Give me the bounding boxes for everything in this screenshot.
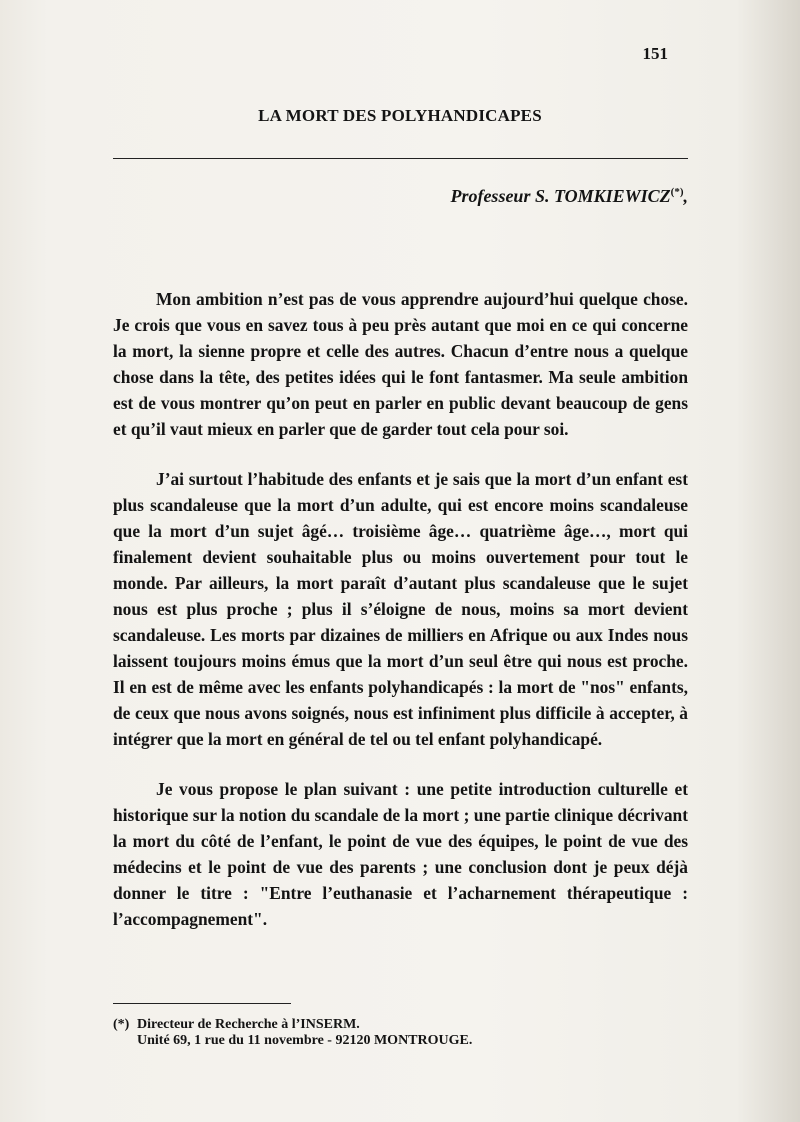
author-byline: [450, 186, 688, 207]
article-title: LA MORT DES POLYHANDICAPES: [258, 106, 542, 125]
author-name: Professeur S. TOMKIEWICZ: [450, 186, 671, 206]
paragraph-children: J’ai surtout l’habitude des enfants et je sais que la mort d’un enfant est plus scandaleuse que la mort d’un adulte, qui est encore moins scandaleuse que la mort d’un sujet âgé… troisième âge… quatrième âge…, mort qui finalement devient souhaitable plus ou moins ouvertement pour tout le monde. Par ailleurs, la mort paraît d’autant plus scandaleuse que le sujet nous est plus proche ; plus il s’éloigne de nous, moins sa mort devient scandaleuse. Les morts par dizaines de milliers en Afrique ou aux Indes nous laissent toujours moins émus que la mort d’un seul être qui nous est proche. Il en est de même avec les enfants polyhandicapés : la mort de "nos" enfants, de ceux que nous avons soignés, nous est infiniment plus difficile à accepter, à intégrer que la mort en général de tel ou tel enfant polyhandicapé.: [113, 469, 688, 749]
footnote-divider: [113, 1003, 291, 1004]
author-suffix: ,: [683, 186, 688, 206]
page-number: 151: [642, 44, 668, 63]
footnote: [113, 1017, 673, 1049]
article-body: [113, 286, 688, 956]
author-footnote-marker: (*): [670, 186, 684, 198]
footnote-marker: (*): [113, 1017, 130, 1032]
paragraph-plan: Je vous propose le plan suivant : une petite introduction culturelle et historique sur la notion du scandale de la mort ; une partie clinique décrivant la mort du côté de l’enfant, le point de vue des équipes, le point de vue des médecins et le point de vue des parents ; une conclusion dont je peux déjà donner le titre : "Entre l’euthanasie et l’acharnement thérapeutique : l’accompagnement".: [113, 779, 688, 929]
paragraph-intro: Mon ambition n’est pas de vous apprendre aujourd’hui quelque chose. Je crois que vous en savez tous à peu près autant que moi en ce qui concerne la mort, la sienne propre et celle des autres. Chacun d’entre nous a quelque chose dans la tête, des petites idées qui le font fantasmer. Ma seule ambition est de vous montrer qu’on peut en parler en public devant beaucoup de gens et qu’il vaut mieux en parler que de garder tout cela pour soi.: [113, 289, 688, 439]
footnote-line-affiliation: Directeur de Recherche à l’INSERM.: [137, 1017, 360, 1032]
footnote-line-address: Unité 69, 1 rue du 11 novembre - 92120 MONTROUGE.: [137, 1033, 473, 1048]
title-divider: [113, 158, 688, 159]
